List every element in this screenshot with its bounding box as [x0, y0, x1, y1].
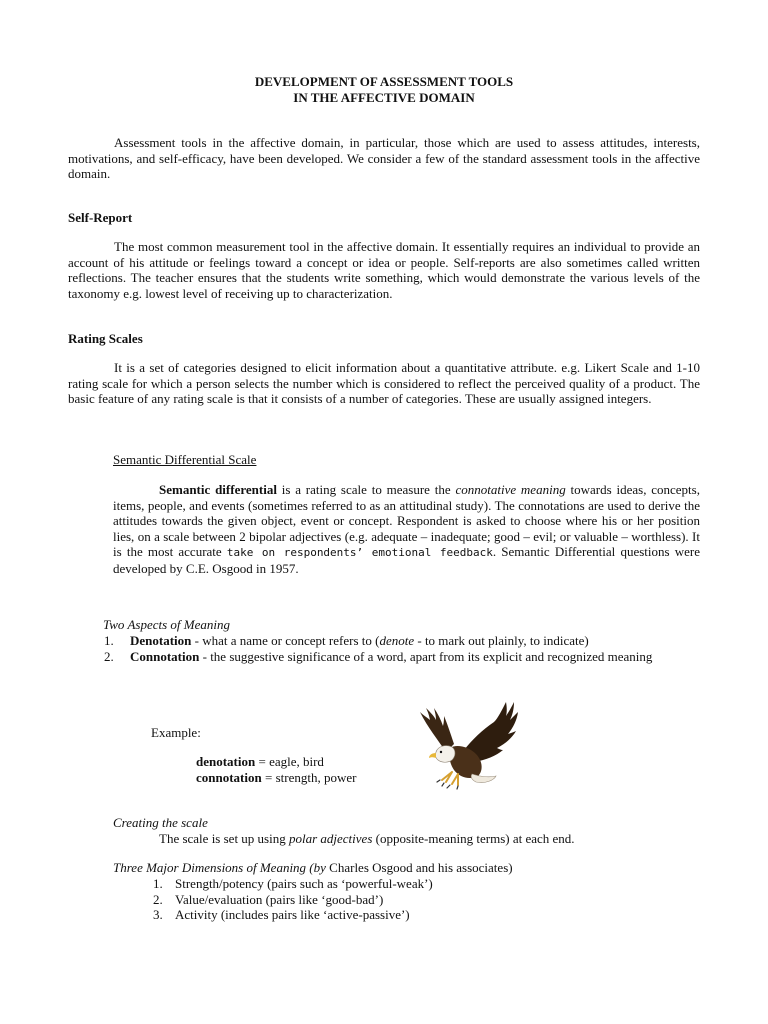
list-item-text: - the suggestive significance of a word, apart from its explicit and recognized meaning [199, 648, 653, 664]
self-report-paragraph: The most common measurement tool in the affective domain. It essentially requires an individual to provide an account of his attitude or feelings toward a concept or idea or people. Self-reports are also sometimes called written reflections. The teacher ensures that the students write something, which would demonstrate the various levels of the taxonomy e.g. lowest level of receiving up to characterization. [68, 239, 700, 301]
intro-paragraph: Assessment tools in the affective domain, in particular, those which are used to assess attitudes, interests, motivations, and self-efficacy, have been developed. We consider a few of the standard assessment tools in the affective domain. [68, 135, 700, 181]
creating-paragraph [159, 831, 719, 847]
list-item-text: - what a name or concept refers to ( [191, 633, 380, 648]
example-label: Example: [151, 725, 201, 740]
semantic-term: Semantic differential [159, 482, 277, 497]
list-item [104, 633, 700, 649]
list-item [153, 907, 693, 923]
semantic-text-c: . Semantic Differential questions were developed by C.E. Osgood in 1957. [113, 544, 700, 576]
list-number: 2. [153, 891, 163, 907]
title-line-1: DEVELOPMENT OF ASSESSMENT TOOLS [254, 74, 514, 89]
dimensions-heading-italic: Three Major Dimensions of Meaning (by [113, 860, 330, 875]
list-number: 1. [104, 633, 114, 648]
connotation-example [196, 770, 356, 786]
title-line-2: IN THE AFFECTIVE DOMAIN [293, 89, 475, 105]
creating-text-b: (opposite-meaning terms) at each end. [372, 831, 575, 846]
list-item-text: - to mark out plainly, to indicate) [414, 633, 589, 648]
list-number: 2. [104, 648, 114, 664]
denotation-example [196, 754, 324, 770]
list-item-text: Activity (includes pairs like ‘active-passive’) [175, 907, 410, 922]
document-title [68, 74, 700, 105]
connotation-term: Connotation [130, 648, 200, 664]
rating-scales-paragraph: It is a set of categories designed to elicit information about a quantitative attribute. e.g. Likert Scale and 1-10 rating scale for which a person selects the number which is considered to reflect the perceived quality of a product. The basic feature of any rating scale is that it consists of a number of categories. These are usually assigned integers. [68, 360, 700, 406]
denotation-term: Denotation [130, 633, 192, 648]
list-number: 1. [153, 876, 163, 891]
creating-text-a: The scale is set up using [159, 831, 289, 846]
self-report-heading: Self-Report [68, 210, 133, 225]
semantic-mono-text: take on respondents’ emotional feedback [226, 546, 493, 559]
list-item [104, 649, 700, 665]
connotation-example-term: connotation [196, 770, 262, 785]
semantic-text-a: is a rating scale to measure the [276, 482, 456, 497]
denote-italic: denote [379, 633, 415, 648]
list-item-text: Value/evaluation (pairs like ‘good-bad’) [175, 891, 384, 907]
polar-adjectives: polar adjectives [288, 831, 373, 846]
list-item [153, 892, 693, 908]
semantic-text-b: towards ideas, concepts, items, people, and events (sometimes referred to as an attitudinal study). The connotations are used to derive the attitudes towards the given object, event or concept. Respondent is asked to choose where his or her position lies, on a scale between 2 bipolar adjectives (e.g. adequate – inadequate; good – evil; or valuable – worthless). It is the most accurate [113, 482, 700, 559]
dimensions-heading-rest: Charles Osgood and his associates) [329, 860, 513, 875]
creating-heading: Creating the scale [113, 815, 208, 830]
connotative-meaning: connotative meaning [455, 482, 566, 497]
eagle-icon [412, 700, 522, 800]
aspects-list [104, 633, 700, 664]
dimensions-list [153, 876, 693, 923]
semantic-subheading: Semantic Differential Scale [113, 452, 257, 467]
list-item [153, 876, 693, 892]
dimensions-heading [113, 860, 713, 876]
list-number: 3. [153, 907, 163, 922]
denotation-example-term: denotation [196, 754, 256, 769]
denotation-example-value: = eagle, bird [255, 754, 324, 769]
list-item-text: Strength/potency (pairs such as ‘powerful-weak’) [175, 876, 433, 891]
connotation-example-value: = strength, power [261, 770, 357, 785]
aspects-heading: Two Aspects of Meaning [103, 617, 230, 632]
semantic-paragraph [113, 482, 700, 576]
rating-scales-heading: Rating Scales [68, 331, 143, 346]
